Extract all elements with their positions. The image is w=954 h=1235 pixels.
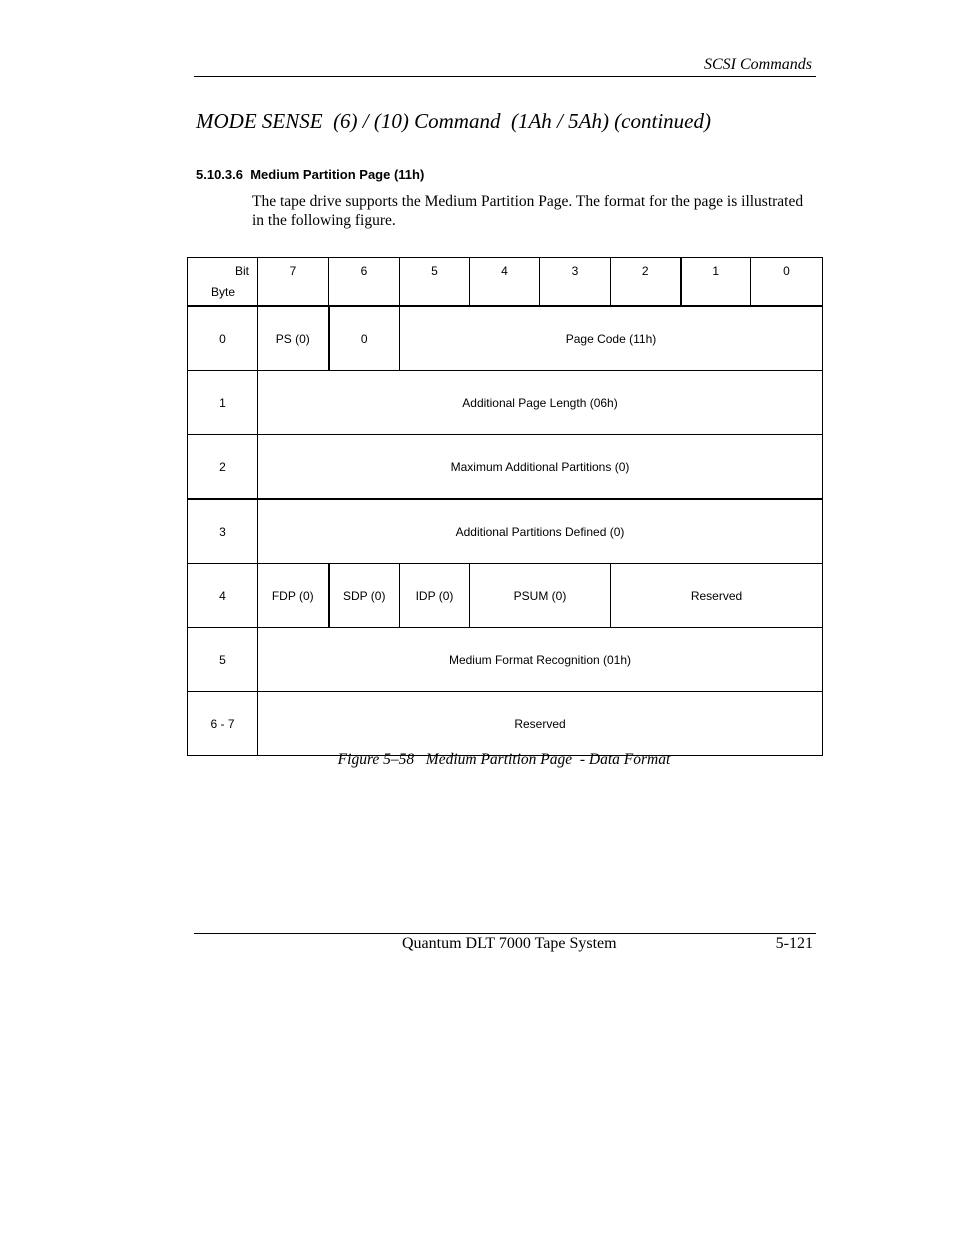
byte-number: 3 bbox=[188, 499, 258, 564]
byte-number: 5 bbox=[188, 628, 258, 692]
field-page-code: Page Code (11h) bbox=[400, 306, 823, 371]
bit-header: 4 bbox=[470, 258, 540, 307]
byte-number: 0 bbox=[188, 306, 258, 371]
table-row bbox=[188, 371, 823, 435]
field-sdp: SDP (0) bbox=[329, 564, 400, 628]
page-number: 5-121 bbox=[775, 935, 813, 952]
field-reserved-bit: 0 bbox=[329, 306, 400, 371]
bit-byte-corner bbox=[188, 258, 258, 307]
table-row bbox=[188, 564, 823, 628]
field-medium-format-recognition: Medium Format Recognition (01h) bbox=[258, 628, 823, 692]
field-maximum-additional-partitions: Maximum Additional Partitions (0) bbox=[258, 435, 823, 500]
byte-label: Byte bbox=[211, 285, 236, 299]
figure-caption: Figure 5–58 Medium Partition Page - Data Format bbox=[337, 751, 671, 768]
bit-header: 0 bbox=[751, 258, 823, 307]
field-psum: PSUM (0) bbox=[470, 564, 611, 628]
table-row bbox=[188, 499, 823, 564]
field-reserved: Reserved bbox=[258, 692, 823, 756]
byte-number: 1 bbox=[188, 371, 258, 435]
running-header: SCSI Commands bbox=[703, 56, 812, 73]
bit-header-row bbox=[188, 258, 823, 307]
table-row bbox=[188, 628, 823, 692]
intro-paragraph: The tape drive supports the Medium Partition Page. The format for the page is illustrated in the following figure. bbox=[252, 193, 804, 229]
bit-header: 2 bbox=[611, 258, 681, 307]
field-reserved: Reserved bbox=[611, 564, 823, 628]
bit-header: 5 bbox=[400, 258, 470, 307]
bit-header: 3 bbox=[540, 258, 611, 307]
bit-header: 6 bbox=[329, 258, 400, 307]
footer-title: Quantum DLT 7000 Tape System bbox=[402, 935, 617, 952]
table-row bbox=[188, 435, 823, 500]
table-row bbox=[188, 306, 823, 371]
table-row bbox=[188, 692, 823, 756]
byte-number: 6 - 7 bbox=[188, 692, 258, 756]
footer-rule bbox=[194, 933, 816, 934]
medium-partition-page-table bbox=[187, 257, 823, 756]
bit-header: 7 bbox=[258, 258, 329, 307]
section-title: MODE SENSE (6) / (10) Command (1Ah / 5Ah) (continued) bbox=[196, 109, 711, 133]
subsection-heading: 5.10.3.6 Medium Partition Page (11h) bbox=[196, 167, 425, 182]
field-fdp: FDP (0) bbox=[258, 564, 329, 628]
field-ps: PS (0) bbox=[258, 306, 329, 371]
field-idp: IDP (0) bbox=[400, 564, 470, 628]
header-rule bbox=[194, 76, 816, 77]
bit-label: Bit bbox=[234, 264, 249, 278]
bit-header: 1 bbox=[681, 258, 751, 307]
field-additional-page-length: Additional Page Length (06h) bbox=[258, 371, 823, 435]
field-additional-partitions-defined: Additional Partitions Defined (0) bbox=[258, 499, 823, 564]
byte-number: 4 bbox=[188, 564, 258, 628]
byte-number: 2 bbox=[188, 435, 258, 500]
